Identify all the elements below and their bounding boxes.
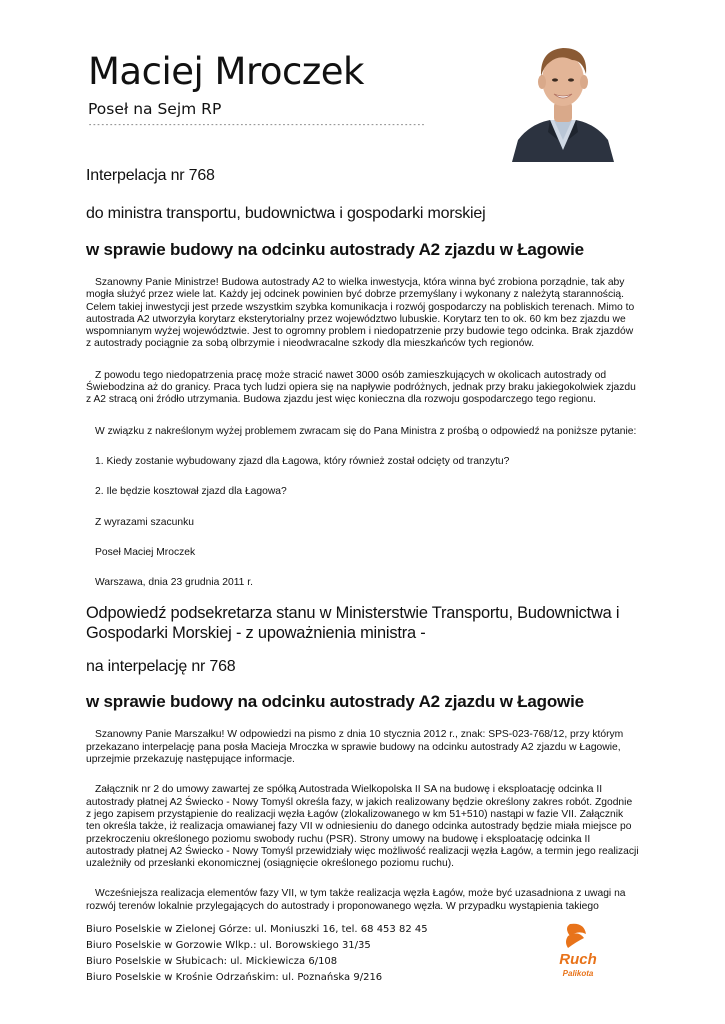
signature: Poseł Maciej Mroczek — [95, 546, 196, 558]
answer-paragraph: Załącznik nr 2 do umowy zawartej ze spółką Autostrada Wielkopolska II SA na budowę i eksploatację odcinka II autostrady płatnej A2 Świecko - Nowy Tomyśl określa fazy, w jakich realizowany będzie określony zakres robót. Zgodnie z jego zapisem przystąpienie do realizacji węzła Łagów (zlokalizowanego w km 51+510) nastąpi w fazie VII. Załącznik ten określa także, iż realizacja omawianej fazy VII w odniesieniu do danego odcinka autostrady będzie miała miejsce po przekroczeniu określonego poziomu swobody ruchu (PSR). Strony umowy na budowę i eksploatację odcinka II autostrady płatnej A2 Świecko - Nowy Tomyśl przewidziały więc możliwość realizacji węzła Łagów, a termin jego realizacji uzależniły od przesłanki ekonomicznej (osiągnięcie określonego poziomu ruchu). — [86, 784, 639, 870]
question-1: 1. Kiedy zostanie wybudowany zjazd dla Łagowa, który również został odcięty od tranzytu? — [95, 455, 510, 467]
interpellation-paragraph: W związku z nakreślonym wyżej problemem zwracam się do Pana Ministra z prośbą o odpowiedź na poniższe pytanie: — [95, 425, 637, 437]
interpellation-paragraph: Szanowny Panie Ministrze! Budowa autostrady A2 to wielka inwestycja, która winna być zrobiona porządnie, tak aby mogła służyć przez wiele lat. Każdy jej odcinek powinien być dobrze przemyślany i wykonany z należytą starannością. Celem takiej inwestycji jest przede wszystkim szybka komunikacja i rozwój gospodarczy na pobliskich terenach. Mimo to autostrada A2 utworzyła korytarz eksterytorialny przez województwo lubuskie. Korytarz ten to ok. 60 km bez zjazdu we wspomnianym wyżej województwie. Jest to ogromny problem i niedopatrzenie przy budowie tego odcinka. Brak zjazdów z autostrady pociągnie za sobą olbrzymie i nieodwracalne szkody dla mieszkańców tych regionów. — [86, 277, 635, 350]
document-body — [86, 166, 640, 913]
interpellation-addressee: do ministra transportu, budownictwa i gospodarki morskiej — [86, 205, 486, 222]
answer-paragraph: Szanowny Panie Marszałku! W odpowiedzi na pismo z dnia 10 stycznia 2012 r., znak: SPS-023-768/12, przy którym przekazano interpelację pana posła Macieja Mroczka w sprawie budowy na odcinku autostrady A2 zjazdu w Łagowie, uprzejmie przekazuję następujące informacje. — [86, 729, 624, 766]
portrait-illustration — [510, 40, 616, 162]
interpellation-number: Interpelacja nr 768 — [86, 167, 215, 184]
office-address: Biuro Poselskie w Słubicach: ul. Mickiewicza 6/108 — [86, 956, 338, 967]
logo-word-palikota: Palikota — [562, 969, 594, 978]
portrait-photo — [510, 40, 616, 162]
question-2: 2. Ile będzie kosztował zjazd dla Łagowa? — [95, 486, 287, 498]
office-address: Biuro Poselskie w Gorzowie Wlkp.: ul. Borowskiego 31/35 — [86, 940, 371, 951]
logo-word-ruch: Ruch — [559, 951, 597, 968]
mp-title: Poseł na Sejm RP — [88, 100, 222, 118]
party-logo — [548, 922, 608, 980]
answer-reference: na interpelację nr 768 — [86, 658, 236, 676]
header-divider: -------------------------------------------------------------------------------- — [88, 121, 426, 129]
interpellation-subject: w sprawie budowy na odcinku autostrady A2 zjazdu w Łagowie — [86, 240, 584, 259]
answer-subject: w sprawie budowy na odcinku autostrady A2 zjazdu w Łagowie — [86, 692, 584, 712]
logo-mark-icon — [548, 922, 608, 980]
mp-name: Maciej Mroczek — [88, 50, 364, 93]
date-line: Warszawa, dnia 23 grudnia 2011 r. — [95, 577, 253, 589]
answer-paragraph: Wcześniejsza realizacja elementów fazy VII, w tym także realizacja węzła Łagów, może być uzasadniona z uwagi na rozwój terenów lokalnie przylegających do autostrady i proponowanego węzła. W przypadku wystąpienia takiego — [86, 888, 626, 912]
interpellation-paragraph: Z powodu tego niedopatrzenia pracę może stracić nawet 3000 osób zamieszkujących w okolicach autostrady od Świebodzina aż do granicy. Praca tych ludzi opiera się na napływie podróżnych, jednak przy braku jakiegokolwiek zjazdu z A2 stracą oni źródło utrzymania. Budowa zjazdu jest więc konieczna dla rozwoju gospodarczego tego regionu. — [86, 369, 636, 406]
answer-title: Odpowiedź podsekretarza stanu w Ministerstwie Transportu, Budownictwa i Gospodarki Morskiej - z upoważnienia ministra - — [86, 604, 620, 643]
office-address: Biuro Poselskie w Zielonej Górze: ul. Moniuszki 16, tel. 68 453 82 45 — [86, 924, 428, 935]
letterhead — [88, 50, 426, 129]
office-addresses — [86, 922, 428, 986]
office-address: Biuro Poselskie w Krośnie Odrzańskim: ul. Poznańska 9/216 — [86, 972, 383, 983]
closing-salutation: Z wyrazami szacunku — [95, 516, 194, 528]
